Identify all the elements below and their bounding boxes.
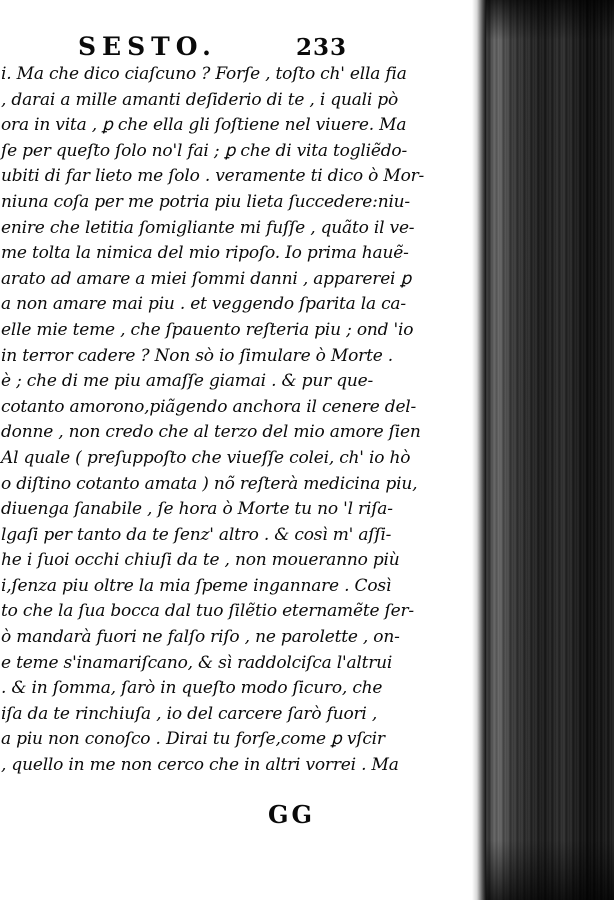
text-line: diuenga ſanabile , ſe hora ò Morte tu no 'l riſa- — [1, 499, 393, 520]
text-line: è ; che di me piu amaſſe giamai . & pur que- — [1, 371, 374, 392]
text-line: o diſtino cotanto amata ) nõ reſterà medicina piu, — [1, 473, 418, 494]
text-line: i. Ma che dico ciaſcuno ? Forſe , toſto ch' ella fia — [1, 64, 407, 84]
edge-shadow-top — [486, 0, 614, 40]
text-line: arato ad amare a miei ſommi danni , apparerei ꝑ — [1, 268, 412, 289]
text-line: a piu non conoſco . Dirai tu forſe,come ꝑ vſcir — [1, 729, 385, 750]
text-line: cotanto amorono,piãgendo anchora il cenere del- — [1, 396, 417, 417]
page-number: 233 — [296, 34, 348, 61]
text-line: niuna coſa per me potria piu lieta ſuccedere:niu- — [1, 191, 410, 212]
running-head — [0, 30, 478, 60]
text-line: iſa da te rinchiuſa , io del carcere ſarò fuori , — [1, 703, 378, 724]
text-line: ò mandarà fuori ne falſo riſo , ne parolette , on- — [1, 627, 400, 648]
text-line: , quello in me non cerco che in altri vorrei . Ma — [1, 755, 399, 776]
text-block — [0, 62, 472, 779]
text-line: lgaſi per tanto da te ſenz' altro . & così m' aſſi- — [1, 524, 392, 545]
text-line: ſe per queſto ſolo no'l fai ; ꝑ che di vita togliẽdo- — [1, 140, 407, 161]
book-fore-edge — [486, 0, 614, 900]
page-gutter — [472, 0, 486, 900]
signature-mark: GG — [268, 800, 315, 829]
text-line: to che la ſua bocca dal tuo ſilẽtio eternamẽte ſer- — [1, 601, 414, 622]
text-line: , darai a mille amanti deſiderio di te , i quali pò — [1, 89, 399, 110]
text-line: elle mie teme , che ſpauento reſteria piu ; ond 'io — [1, 319, 414, 340]
running-title: SESTO. — [78, 32, 217, 61]
text-line: in terror cadere ? Non sò io ſimulare ò Morte . — [1, 345, 393, 366]
text-line: ora in vita , ꝑ che ella gli ſoſtiene nel viuere. Ma — [1, 115, 407, 136]
text-line: donne , non credo che al terzo del mio amore ſien — [1, 422, 421, 443]
text-line: ubiti di far lieto me ſolo . veramente ti dico ò Mor- — [1, 166, 425, 187]
edge-shadow-bottom — [486, 840, 614, 900]
text-line: a non amare mai piu . et veggendo ſparita la ca- — [1, 294, 406, 315]
text-line: i,ſenza piu oltre la mia ſpeme ingannare . Così — [1, 575, 392, 596]
text-line: he i ſuoi occhi chiuſi da te , non moueranno più — [1, 550, 400, 571]
text-line: e teme s'inamariſcano, & sì raddolciſca l'altrui — [1, 652, 393, 673]
text-line: me tolta la nimica del mio ripoſo. Io prima hauẽ- — [1, 243, 409, 264]
text-line: enire che letitia ſomigliante mi fuſſe , quãto il ve- — [1, 217, 415, 238]
text-line: Al quale ( preſuppoſto che viueſſe colei, ch' io hò — [1, 447, 411, 468]
text-line: . & in ſomma, ſarò in queſto modo ſicuro, che — [1, 678, 383, 699]
